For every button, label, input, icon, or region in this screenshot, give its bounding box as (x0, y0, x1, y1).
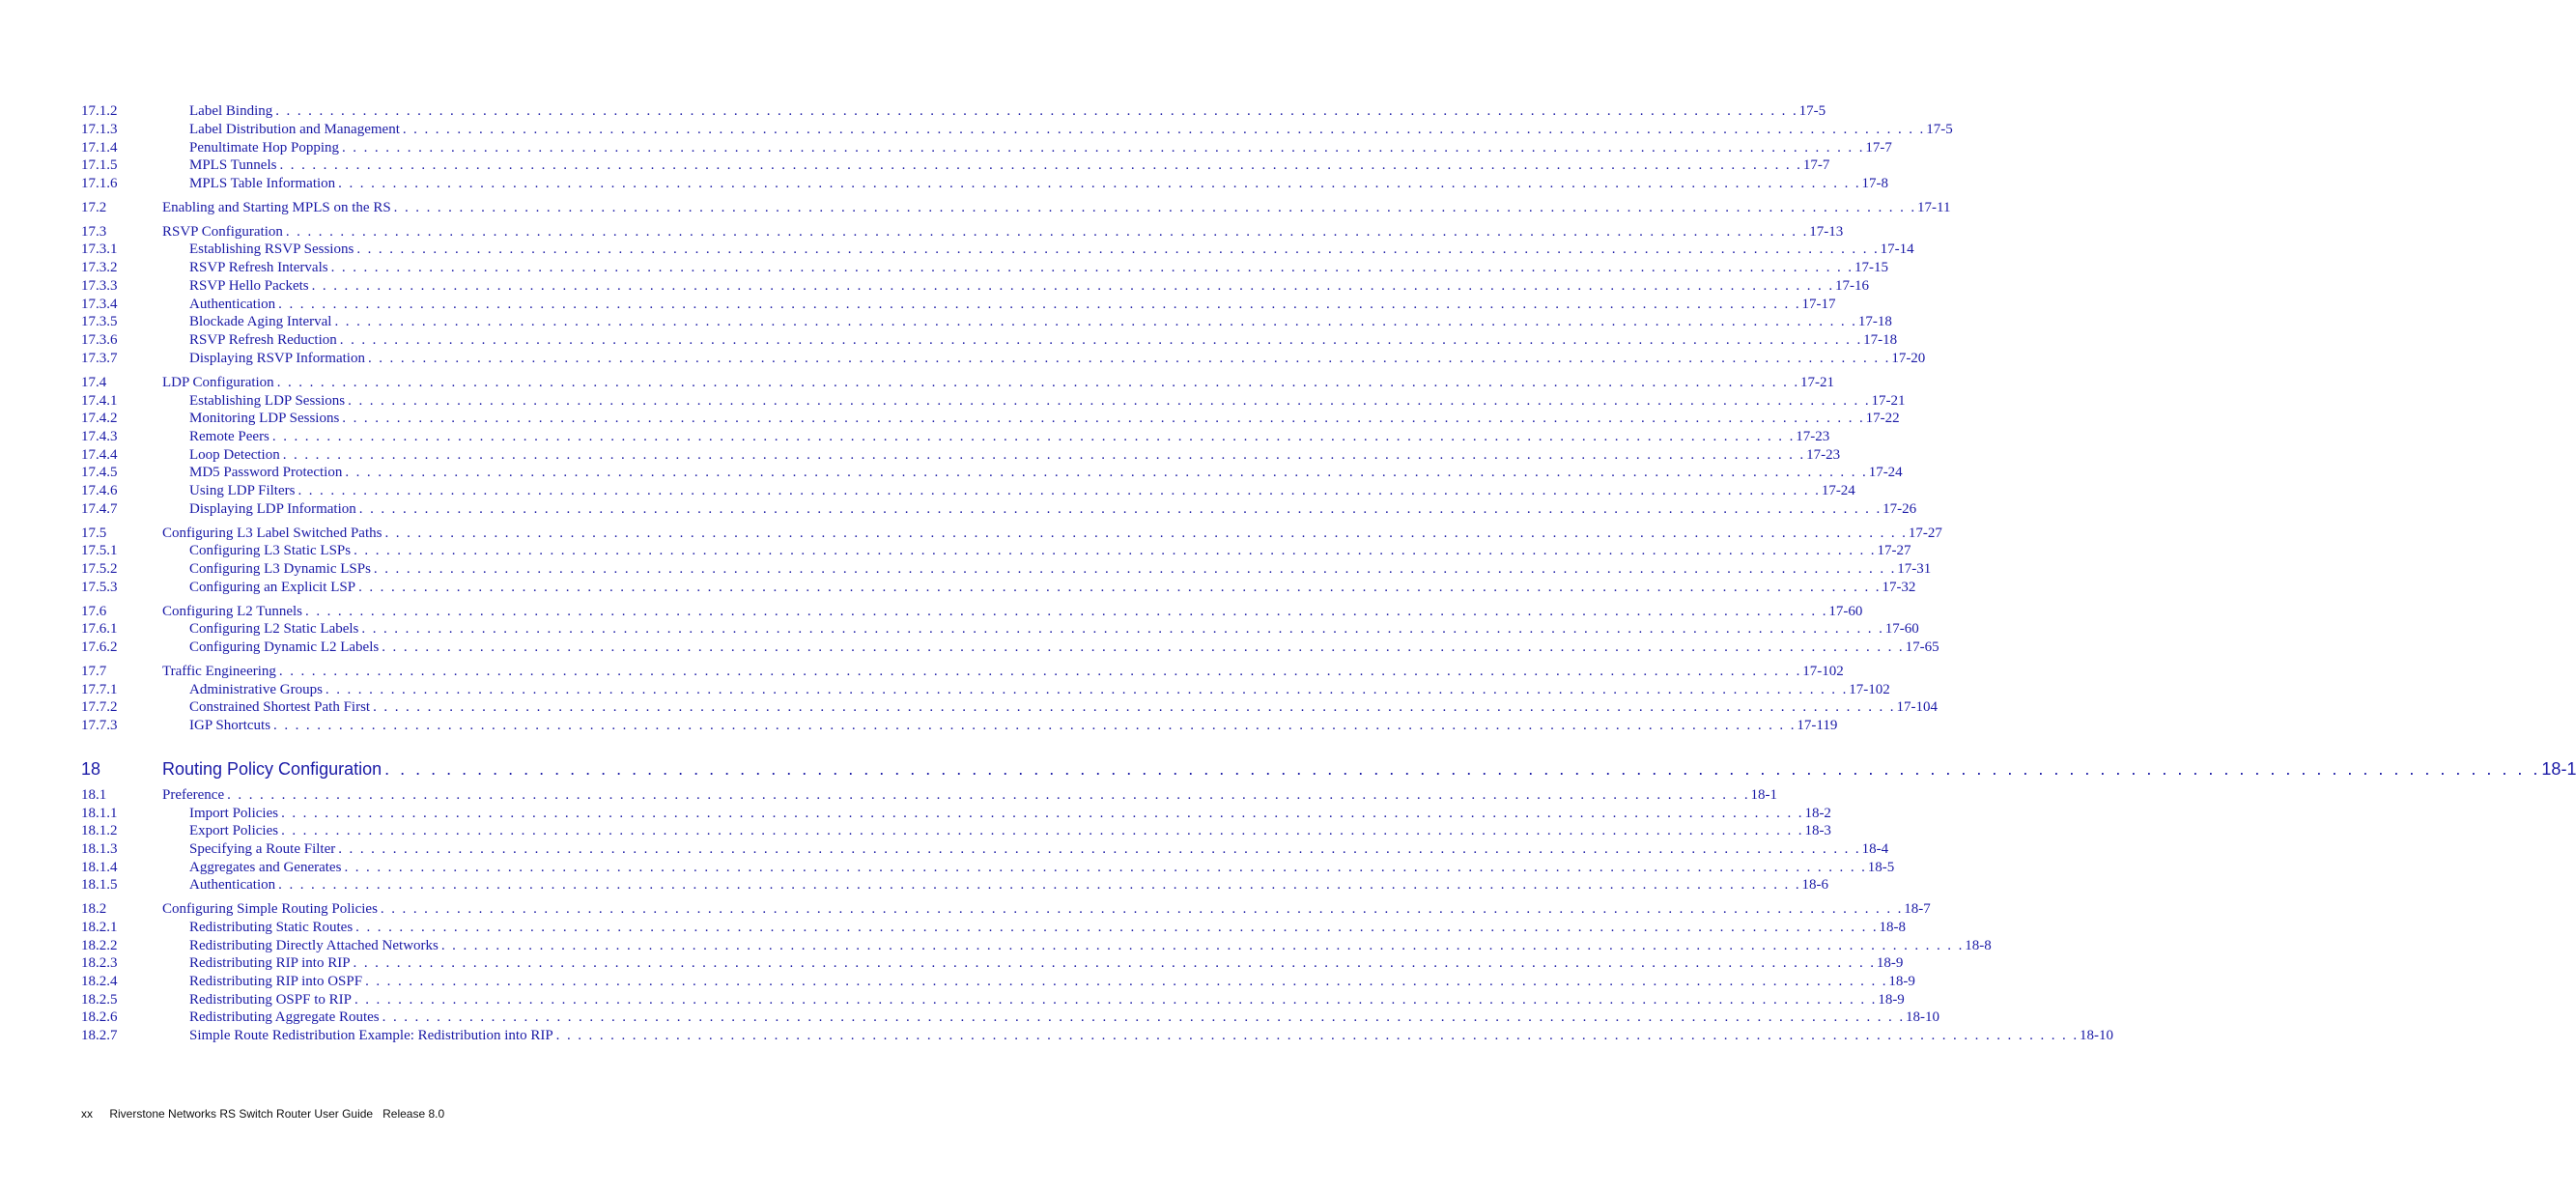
toc-entry-number: 18.2.3 (81, 955, 118, 971)
toc-entry[interactable] (81, 639, 1939, 658)
toc-entry[interactable] (81, 429, 1830, 447)
toc-entry-number: 17.1.4 (81, 140, 118, 156)
toc-entry-page: 17-102 (1849, 682, 1890, 697)
toc-entry[interactable] (81, 841, 1889, 860)
toc-entry-page: 17-104 (1896, 699, 1938, 715)
toc-entry-title: Configuring L2 Static Labels (189, 621, 359, 637)
toc-entry-title: Preference (162, 787, 225, 803)
toc-entry-line[interactable] (189, 351, 1926, 367)
dot-leader: . . . . . . . . . . . . . . . . . . . . . . . . . . . . . . . . . . . . . . . . . . . . . . . . . . . . . . . . . . . . . . . . . . . . . . . . . . . . . . . . . . . . . . . . . . . . . . . . . . . . . . . . . . . . . . . . . . . . . . . . . . . . . . . . . . . . . . . . . . . . (358, 580, 1882, 595)
toc-entry[interactable] (81, 200, 1951, 218)
toc-entry-title: Redistributing OSPF to RIP (189, 992, 352, 1008)
toc-entry-line[interactable] (162, 200, 1951, 216)
toc-entry[interactable] (81, 375, 1835, 393)
toc-entry-title: Penultimate Hop Popping (189, 140, 339, 156)
toc-entry-page: 18-9 (1888, 974, 1915, 989)
toc-entry-page: 17-5 (1926, 122, 1953, 137)
toc-entry-number: 17.3.7 (81, 351, 118, 366)
toc-entry-line[interactable] (189, 241, 1914, 258)
toc-entry[interactable] (81, 787, 1777, 806)
toc-entry-title: RSVP Refresh Intervals (189, 260, 328, 275)
dot-leader: . . . . . . . . . . . . . . . . . . . . . . . . . . . . . . . . . . . . . . . . . . . . . . . . . . . . . . . . . . . . . . . . . . . . . . . . . . . . . . . . . . . . . . . . . . . . . . . . . . . . . . . . . . . . . . . . . . . . . . . . . . . . . . . . . . . . . . . . . . . . (279, 157, 1802, 173)
toc-entry-line[interactable] (162, 375, 1835, 391)
toc-entry-number: 17.4.6 (81, 483, 118, 498)
toc-entry-line[interactable] (189, 157, 1830, 174)
toc-entry-number: 17.4 (81, 375, 107, 390)
toc-entry-number: 18.2.7 (81, 1028, 118, 1043)
toc-entry[interactable] (81, 260, 1888, 278)
toc-entry-title: Establishing RSVP Sessions (189, 241, 354, 257)
toc-entry-number: 17.1.2 (81, 103, 118, 119)
toc-entry-line[interactable] (189, 297, 1836, 313)
toc-entry-page: 18-8 (1965, 938, 1992, 953)
dot-leader: . . . . . . . . . . . . . . . . . . . . . . . . . . . . . . . . . . . . . . . . . . . . . . . . . . . . . . . . . . . . . . . . . . . . . . . . . . . . . . . . . . . . . . . . . . . . . . . . . . . . . . . . . . . . . . . . . . . . . . . . . . . . . . . . . . . . . . . . . . . . (273, 718, 1797, 733)
toc-entry-number: 17.4.4 (81, 447, 118, 463)
toc-entry-page: 17-5 (1798, 103, 1826, 119)
toc-entry-line[interactable] (189, 332, 1898, 349)
toc-entry-title: Configuring L3 Dynamic LSPs (189, 561, 371, 577)
dot-leader: . . . . . . . . . . . . . . . . . . . . . . . . . . . . . . . . . . . . . . . . . . . . . . . . . . . . . . . . . . . . . . . . . . . . . . . . . . . . . . . . . . . . . . . . . . . . . . . . . . . . . . . . . . . . . . . . . . . . . . . . . . . . . . . . . . . . . . . . . . . . (227, 787, 1750, 803)
toc-entry-number: 17.4.1 (81, 393, 118, 409)
toc-entry[interactable] (81, 465, 1903, 483)
toc-entry-line[interactable] (189, 465, 1903, 481)
toc-entry-title: Displaying RSVP Information (189, 351, 365, 366)
toc-entry-number: 17.7.1 (81, 682, 118, 697)
toc-entry-page: 17-23 (1806, 447, 1841, 463)
dot-leader: . . . . . . . . . . . . . . . . . . . . . . . . . . . . . . . . . . . . . . . . . . . . . . . . . . . . . . . . . . . . . . . . . . . . . . . . . . . . . . . . . . . . . . . . . . . . . . . . . . . . . . . . . . . . . . . . . . . . . . . . . . . . . . . . . . . . . . . . . . . . (365, 974, 1888, 989)
toc-entry-line[interactable] (189, 314, 1892, 330)
dot-leader: . . . . . . . . . . . . . . . . . . . . . . . . . . . . . . . . . . . . . . . . . . . . . . . . . . . . . . . . . . . . . . . . . . . . . . . . . . . . . . . . . . . . . . . . . . . . . . . . . . . . . . . . . . . . . . . . . . . . . . . . . . . . . . . . . . . . . . . . . . . . (342, 140, 1865, 156)
dot-leader: . . . . . . . . . . . . . . . . . . . . . . . . . . . . . . . . . . . . . . . . . . . . . . . . . . . . . . . . . . . . . . . . . . . . . . . . . . . . . . . . . . . . . . . . . . . . . . . . . . . . . . . . . . . . . . . . . . . . . . . . . . . . . . . . . . . . . . . . . . . . (348, 393, 1871, 409)
dot-leader: . . . . . . . . . . . . . . . . . . . . . . . . . . . . . . . . . . . . . . . . . . . . . . . . . . . . . . . . . . . . . . . . . . . . . . . . . . . . . . . . . . . . . . . . . . . . . . . . . . . . . . . . . . . . . . . . . . . . . . . . . . . . . . . . . . . . . . . . . . . . (355, 920, 1879, 935)
toc-entry-number: 17.4.5 (81, 465, 118, 480)
toc-entry-page: 17-7 (1802, 157, 1830, 173)
toc-entry-page: 17-17 (1801, 297, 1836, 312)
toc-entry-page: 17-24 (1868, 465, 1903, 480)
toc-entry-number: 17.7 (81, 664, 107, 679)
toc-entry-title: MPLS Tunnels (189, 157, 277, 173)
toc-entry-line[interactable] (189, 1028, 2114, 1044)
dot-leader: . . . . . . . . . . . . . . . . . . . . . . . . . . . . . . . . . . . . . . . . . . . . . . . . . . . . . . . . . . . . . . . . . . . . . . . . . . . . . . . . . . . . . . . . . . . . . . . . . . . . . . . . . . . . . . . . . . . . . . . . . . . . . . . . . . . . . . . . . . . . (356, 241, 1880, 257)
toc-entry-line[interactable] (162, 759, 2576, 780)
dot-leader: . . . . . . . . . . . . . . . . . . . . . . . . . . . . . . . . . . . . . . . . . . . . . . . . . . . . . . . . . . . . . . . . . . . . . . . . . . . . . . . . . . . . . . . . . . . . . . . . . . . . . . . . . . . . . . . . . . . . . . . . . . . . . . . . . . . . . . . . . . . . (275, 103, 1798, 119)
toc-entry[interactable] (81, 103, 1826, 122)
dot-leader: . . . . . . . . . . . . . . . . . . . . . . . . . . . . . . . . . . . . . . . . . . . . . . . . . . . . . . . . . . . . . . . . . . . . . . . . . . . . . . . . . . . . . . . . . . . . . . . . . . . . . . . . . . . . . . . . . . . . . . . . . . . . . . . . . . . . . . . . . . . . (330, 260, 1854, 275)
toc-entry-title: Redistributing Aggregate Routes (189, 1009, 380, 1025)
toc-entry-line[interactable] (162, 787, 1777, 804)
dot-leader: . . . . . . . . . . . . . . . . . . . . . . . . . . . . . . . . . . . . . . . . . . . . . . . . . . . . . . . . . . . . . . . . . . . . . . . . . . . . . . . . . . . . . . . . . . . . . . . . . . . . . . . . . . . . . . . . . . . . . . . . . . . . . . . . . . . . . . . . . . . . (271, 429, 1796, 444)
toc-entry-page: 17-21 (1871, 393, 1906, 409)
toc-entry-page: 17-16 (1834, 278, 1869, 294)
toc-entry[interactable] (81, 411, 1900, 429)
toc-entry[interactable] (81, 1009, 1939, 1028)
toc-entry-title: Export Policies (189, 823, 279, 838)
toc-entry-number: 17.3.6 (81, 332, 118, 348)
toc-entry-page: 18-9 (1876, 955, 1904, 971)
toc-entry-page: 17-15 (1854, 260, 1888, 275)
toc-entry-page: 17-13 (1809, 224, 1844, 240)
toc-entry-line[interactable] (189, 411, 1900, 427)
toc-entry-title: MD5 Password Protection (189, 465, 343, 480)
toc-entry-line[interactable] (189, 1009, 1939, 1026)
dot-leader: . . . . . . . . . . . . . . . . . . . . . . . . . . . . . . . . . . . . . . . . . . . . . . . . . . . . . . . . . . . . . . . . . . . . . . . . . . . . . . . . . . . . . . . . . . . . . . . . . . . . . . . . . . . . . . . . . . . . . . . . . . . . . . . . . . . . . . . . . . . . (338, 841, 1861, 857)
toc-entry-title: Redistributing Static Routes (189, 920, 354, 935)
toc-entry-number: 17.3.3 (81, 278, 118, 294)
toc-entry-title: Monitoring LDP Sessions (189, 411, 340, 426)
toc-entry-number: 17.4.7 (81, 501, 118, 517)
toc-entry-page: 17-8 (1861, 176, 1889, 191)
toc-entry-title: MPLS Table Information (189, 176, 336, 191)
toc-entry-number: 18.2.4 (81, 974, 118, 989)
toc-entry-number: 17.6.2 (81, 639, 118, 655)
toc-entry-title: Redistributing RIP into RIP (189, 955, 351, 971)
dot-leader: . . . . . . . . . . . . . . . . . . . . . . . . . . . . . . . . . . . . . . . . . . . . . . . . . . . . . . . . . . . . . . . . . . . . . . . . . . . . . . . . . . . . . . . . . . . . . . . . . . . . . . . . . . . . . . . . . . . . . . . . . . . . . . . . . . . . . . . . . . . . (334, 314, 1857, 329)
toc-entry-page: 17-60 (1884, 621, 1919, 637)
toc-entry-number: 17.3.1 (81, 241, 118, 257)
toc-entry-page: 17-11 (1917, 200, 1951, 215)
dot-leader: . . . . . . . . . . . . . . . . . . . . . . . . . . . . . . . . . . . . . . . . . . . . . . . . . . . . . . . . . . . . . . . . . . . . . . . . . . . . . . . . . . . . . . . . . . . . . . . . . . . . . . . . . . . . . . . . . . . . . . . . . . . . . . . . . . . . . . . . . . . . (282, 447, 1806, 463)
dot-leader: . . . . . . . . . . . . . . . . . . . . . . . . . . . . . . . . . . . . . . . . . . . . . . . . . . . . . . . . . . . . . . . . . . . . . . . . . . . . . . . . . . . . . . . . . . . . . . . . . . . . . . . . . . . . . . . . . . . . . . . . . . . . . . . . . . . . . . . . . . . . (353, 955, 1876, 971)
toc-entry-page: 17-31 (1897, 561, 1932, 577)
dot-leader: . . . . . . . . . . . . . . . . . . . . . . . . . . . . . . . . . . . . . . . . . . . . . . . . . . . . . . . . . . . . . . . . . . . . . . . . . . . . . . . . . . . . . . . . . . . . . . . . . . . . . . . . . . . . . . . . . . . . . . . . . . . . . . . . . . . . . . . . . . . . (382, 639, 1905, 655)
toc-entry-title: RSVP Hello Packets (189, 278, 309, 294)
toc-entry-line[interactable] (189, 140, 1892, 156)
toc-entry-line[interactable] (189, 974, 1915, 990)
toc-entry-number: 18.1 (81, 787, 107, 803)
toc-entry-number: 18.2.5 (81, 992, 118, 1008)
toc-entry-number: 17.1.5 (81, 157, 118, 173)
toc-entry-number: 17.7.3 (81, 718, 118, 733)
dot-leader: . . . . . . . . . . . . . . . . . . . . . . . . . . . . . . . . . . . . . . . . . . . . . . . . . . . . . . . . . . . . . . . . . . . . . . . . . . . . . . . . . . . . . . . . . . . . . . . . . . . . . . . . . . . . . . . . . . . . . . . . . . . . . . . . . . . . . . . . . . . . (281, 806, 1804, 821)
toc-entry-title: Enabling and Starting MPLS on the RS (162, 200, 391, 215)
toc-entry[interactable] (81, 901, 1931, 920)
toc-entry-line[interactable] (189, 122, 1953, 138)
toc-entry[interactable] (81, 860, 1895, 878)
toc-entry-title: Configuring L3 Static LSPs (189, 543, 352, 558)
toc-entry[interactable] (81, 938, 1992, 956)
dot-leader: . . . . . . . . . . . . . . . . . . . . . . . . . . . . . . . . . . . . . . . . . . . . . . . . . . . . . . . . . . . . . . . . . . . . . . . . . . . . . . . . . . . . . . . . . . . . . . . . . . . . . . . . . . . . . . . . . . . . . . . . . . . . . . . . . . . . . . . . . . . . (285, 224, 1809, 240)
toc-entry-title: Routing Policy Configuration (162, 759, 382, 779)
toc-entry[interactable] (81, 604, 1863, 622)
dot-leader: . . . . . . . . . . . . . . . . . . . . . . . . . . . . . . . . . . . . . . . . . . . . . . . . . . . . . . . . . . . . . . . . . . . . . . . . . . . . . . . . . . . . . . . . . . . . . . . . . . . . . . . . . . . . . . . . . . . . . . . . . . . . . . . . . . . . . . . . . . . . (555, 1028, 2080, 1043)
dot-leader: . . . . . . . . . . . . . . . . . . . . . . . . . . . . . . . . . . . . . . . . . . . . . . . . . . . . . . . . . . . . . . . . . . . . . . . . . . . . . . . . . . . . . . . . . . . . . . . . . . . . . . . . . . . . . . . . . . . . . . . . . . . . . . . . . . . . . . . . . . . . (297, 483, 1821, 498)
toc-entry-line[interactable] (162, 604, 1863, 620)
toc-entry-number: 17.1.6 (81, 176, 118, 191)
toc-entry-line[interactable] (189, 992, 1905, 1008)
toc-entry-number: 17.1.3 (81, 122, 118, 137)
toc-entry-title: Using LDP Filters (189, 483, 296, 498)
toc-entry[interactable] (81, 525, 1942, 544)
toc-entry-title: Aggregates and Generates (189, 860, 342, 875)
toc-entry[interactable] (81, 447, 1841, 466)
toc-entry-number: 17.4.3 (81, 429, 118, 444)
toc-entry[interactable] (81, 176, 1889, 194)
toc-entry-number: 17.5.2 (81, 561, 118, 577)
toc-entry-title: Blockade Aging Interval (189, 314, 332, 329)
toc-entry-page: 17-65 (1905, 639, 1939, 655)
toc-entry-number: 17.5.3 (81, 580, 118, 595)
toc-entry-line[interactable] (189, 823, 1831, 839)
toc-entry-line[interactable] (189, 806, 1831, 822)
toc-entry[interactable] (81, 224, 1844, 242)
toc-entry-title: Import Policies (189, 806, 279, 821)
toc-entry-number: 18 (81, 759, 101, 779)
toc-entry[interactable] (81, 699, 1938, 718)
toc-entry-number: 18.1.1 (81, 806, 118, 821)
toc-entry-title: Configuring L2 Tunnels (162, 604, 303, 619)
toc-entry-line[interactable] (189, 682, 1890, 698)
toc-entry-title: Administrative Groups (189, 682, 323, 697)
footer-text: Riverstone Networks RS Switch Router User Guide Release 8.0 (109, 1107, 445, 1121)
toc-entry-title: Displaying LDP Information (189, 501, 356, 517)
toc-entry-line[interactable] (189, 718, 1838, 734)
toc-entry-number: 17.6 (81, 604, 107, 619)
toc-entry[interactable] (81, 974, 1915, 992)
toc-entry-title: Redistributing Directly Attached Networks (189, 938, 439, 953)
dot-leader: . . . . . . . . . . . . . . . . . . . . . . . . . . . . . . . . . . . . . . . . . . . . . . . . . . . . . . . . . . . . . . . . . . . . . . . . . . . . . . . . . . . . . . . . . . . . . . . . . . . . . . . . . . . . . . . . . . . . . . . . . . . . . . . . . . . . . . . . . . . . (281, 823, 1804, 838)
dot-leader: . . . . . . . . . . . . . . . . . . . . . . . . . . . . . . . . . . . . . . . . . . . . . . . . . . . . . . . . . . . . . . . . . . . . . . . . . . . . . . . . . . . . . . . . . . . . . . . . . . . . . . . . . . . . . . . . . . . . . . . . . . . . . . . . . . . . . . . . . . . . (325, 682, 1849, 697)
toc-entry-page: 17-27 (1877, 543, 1911, 558)
toc-entry-line[interactable] (189, 278, 1869, 295)
toc-entry-number: 18.1.5 (81, 877, 118, 893)
dot-leader: . . . . . . . . . . . . . . . . . . . . . . . . . . . . . . . . . . . . . . . . . . . . . . . . . . . . . . . . . . . . . . . . . . . . . . . . . . . . . . . . . . . . . . . . . . . . . . . . . . . . . . . . . . . . . . . . . . . . . . . . . . . . . . . . . . . . . . . . . . . . (276, 375, 1800, 390)
toc-entry-number: 18.1.4 (81, 860, 118, 875)
toc-entry[interactable] (81, 806, 1831, 824)
toc-entry-title: RSVP Refresh Reduction (189, 332, 337, 348)
dot-leader: . . . . . . . . . . . . . . . . . . . . . . . . . . . . . . . . . . . . . . . . . . . . . . . . . . . . . . . . . . . . . . . . . . . . . . . . . . . . . . . . . . . . . . . . . . . . . . . . . . . . . . . . . . . . . . . . . . . . . . . . . . . . . . . . . . . . . . . . . . . . (338, 176, 1861, 191)
toc-entry-line[interactable] (189, 176, 1889, 192)
toc-entry[interactable] (81, 664, 1844, 682)
toc-entry-page: 18-8 (1879, 920, 1907, 935)
toc-entry-page: 17-32 (1882, 580, 1916, 595)
dot-leader: . . . . . . . . . . . . . . . . . . . . . . . . . . . . . . . . . . . . . . . . . . . . . . . . . . . . . . . . . . . . . . . . . . . . . . . . . . . . . . . . . . . . . . . . . . . . . . . . . . . . . . . . . . . . . . . . . . . . . . . . . . . . . . . . . . . . . . . . . . . . (345, 465, 1868, 480)
toc-entry-line[interactable] (189, 543, 1911, 559)
toc-entry-number: 17.3 (81, 224, 107, 240)
toc-entry-page: 18-10 (1906, 1009, 1939, 1025)
toc-entry-line[interactable] (189, 580, 1916, 596)
toc-entry[interactable] (81, 718, 1838, 736)
toc-entry[interactable] (81, 140, 1892, 158)
toc-entry-number: 18.1.2 (81, 823, 118, 838)
toc-entry-page: 18-5 (1867, 860, 1895, 875)
toc-entry-line[interactable] (189, 103, 1826, 120)
toc-entry-line[interactable] (189, 920, 1907, 936)
dot-leader: . . . . . . . . . . . . . . . . . . . . . . . . . . . . . . . . . . . . . . . . . . . . . . . . . . . . . . . . . . . . . . . . . . . . . . . . . . . . . . . . . . . . . . . . . . . . . . . . . . . . . . . . . . . . . . . . . . . . . . . . . . . . . . . . . . . . . . . . . . . . (305, 604, 1828, 619)
dot-leader: . . . . . . . . . . . . . . . . . . . . . . . . . . . . . . . . . . . . . . . . . . . . . . . . . . . . . . . . . . . . . . . . . . . . . . . . . . . . . . . . . . . . . . . . . . . . . . . . . . . . . . . . . . . . . . . . . . . . . . . . . . . . . . . . . . . . . . . . . . . . (358, 501, 1882, 517)
dot-leader: . . . . . . . . . . . . . . . . . . . . . . . . . . . . . . . . . . . . . . . . . . . . . . . . . . . . . . . . . . . . . . . . . . . . . . . . . . . . . . . . . . . . . . . . . . . . . . . . . . . . . . . . . . . . . . . . . . . . . . . . . . . . . . . . . . . . . . . . . . . . (354, 543, 1877, 558)
toc-entry-page: 18-1 (2541, 759, 2576, 779)
toc-entry-title: Specifying a Route Filter (189, 841, 336, 857)
toc-entry[interactable] (81, 241, 1914, 260)
toc-entry-number: 17.3.4 (81, 297, 118, 312)
toc-entry-page: 18-7 (1904, 901, 1931, 917)
page-footer (81, 1107, 444, 1121)
toc-entry-page: 17-23 (1796, 429, 1830, 444)
page-folio: xx (81, 1107, 93, 1121)
toc-entry-page: 17-18 (1863, 332, 1898, 348)
toc-entry-line[interactable] (189, 841, 1889, 858)
toc-entry-number: 17.4.2 (81, 411, 118, 426)
toc-entry[interactable] (81, 122, 1953, 140)
toc-entry-title: IGP Shortcuts (189, 718, 271, 733)
toc-entry-line[interactable] (162, 901, 1931, 918)
toc-entry[interactable] (81, 759, 2576, 782)
toc-entry-title: Configuring L3 Label Switched Paths (162, 525, 382, 541)
toc-entry-title: Redistributing RIP into OSPF (189, 974, 363, 989)
toc-entry-title: Remote Peers (189, 429, 269, 444)
toc-entry-page: 18-3 (1804, 823, 1831, 838)
toc-entry-page: 18-2 (1804, 806, 1831, 821)
dot-leader: . . . . . . . . . . . . . . . . . . . . . . . . . . . . . . . . . . . . . . . . . . . . . . . . . . . . . . . . . . . . . . . . . . . . . . . . . . . . . . . . . . . . . . . . . . . . . . . . . . . . . . . . . . . . . . . . . . . . . . . . . . . . . . . . . . . . . . . . . . . . (278, 297, 1801, 312)
toc-entry-title: Label Distribution and Management (189, 122, 400, 137)
dot-leader: . . . . . . . . . . . . . . . . . . . . . . . . . . . . . . . . . . . . . . . . . . . . . . . . . . . . . . . . . . . . . . . . . . . . . . . . . . . . . . . . . . . . . . . . . . . . . . . . . . . . . . . . . . . . . . . . . . . . . . . . . . . . . . . . . . . . . . . . . . . . (380, 901, 1904, 917)
toc-entry[interactable] (81, 297, 1836, 315)
dot-leader: . . . . . . . . . . . . . . . . . . . . . . . . . . . . . . . . . . . . . . . . . . . . . . . . . . . . . . . . . . . . . . . . . . . . . . . . . . . . . . . . . . . . . . . . . . . . . . . . . . . . . . . . . . . . . . . . . . . . . . . . . . . . . . . . . . . . . . . . . . . . (344, 860, 1867, 875)
dot-leader: . . . . . . . . . . . . . . . . . . . . . . . . . . . . . . . . . . . . . . . . . . . . . . . . . . . . . . . . . . . . . . . . . . . . . . . . . . . . . . . . . . . . . . . . . . . . . . . . . . . . . . . . . . . . . . . . . . . . . . . . . . . . . . . . . . . . . . . . . . . . (440, 938, 1965, 953)
toc-entry-line[interactable] (189, 501, 1917, 518)
toc-entry-page: 17-21 (1800, 375, 1835, 390)
toc-entry-number: 18.2.1 (81, 920, 118, 935)
toc-entry-line[interactable] (189, 429, 1830, 445)
toc-entry-page: 17-18 (1857, 314, 1892, 329)
toc-entry-line[interactable] (189, 393, 1906, 410)
toc-entry-title: LDP Configuration (162, 375, 274, 390)
dot-leader: . . . . . . . . . . . . . . . . . . . . . . . . . . . . . . . . . . . . . . . . . . . . . . . . . . . . . . . . . . . . . . . . . . . . . . . . . . . . . . . . . . . . . . . . . . . . . . . . . . . . . . . . . . . . . . . . . . . . . . . . . . . . . . . . . . . . . . . . . . . . (402, 122, 1926, 137)
toc-entry-number: 18.1.3 (81, 841, 118, 857)
toc-entry-page: 17-26 (1882, 501, 1917, 517)
toc-entry-title: Constrained Shortest Path First (189, 699, 371, 715)
toc-entry-line[interactable] (189, 938, 1992, 954)
toc-entry-page: 18-9 (1878, 992, 1905, 1008)
toc-entry-line[interactable] (162, 664, 1844, 680)
toc-entry-number: 17.3.5 (81, 314, 118, 329)
toc-entry[interactable] (81, 157, 1830, 176)
toc-entry[interactable] (81, 332, 1898, 351)
toc-entry-title: Loop Detection (189, 447, 280, 463)
dot-leader: . . . . . . . . . . . . . . . . . . . . . . . . . . . . . . . . . . . . . . . . . . . . . . . . . . . . . . . . . . . . . . . . . . . . . . . . . . . . . . . . . . . . . . . . . . . . . . . . . . . . . . . . . . . . . . . . . . . . . . . . . . . . . . . . . . . . . . . . . . . . (367, 351, 1891, 366)
toc-entry-number: 17.7.2 (81, 699, 118, 715)
toc-entry[interactable] (81, 992, 1905, 1010)
toc-entry[interactable] (81, 955, 1904, 974)
toc-entry-page: 17-24 (1821, 483, 1855, 498)
toc-entry-title: Configuring Simple Routing Policies (162, 901, 378, 917)
toc-entry-number: 18.2.6 (81, 1009, 118, 1025)
toc-entry-line[interactable] (189, 699, 1938, 716)
toc-entry-number: 17.3.2 (81, 260, 118, 275)
toc-entry-number: 17.5 (81, 525, 107, 541)
toc-entry-line[interactable] (189, 483, 1855, 499)
toc-entry-line[interactable] (189, 860, 1895, 876)
toc-entry-page: 18-6 (1801, 877, 1829, 893)
toc-entry-title: Authentication (189, 297, 276, 312)
toc-entry-title: Label Binding (189, 103, 273, 119)
toc-entry-page: 17-119 (1797, 718, 1838, 733)
toc-entry-number: 17.2 (81, 200, 107, 215)
dot-leader: . . . . . . . . . . . . . . . . . . . . . . . . . . . . . . . . . . . . . . . . . . . . . . . . . . . . . . . . . . . . . . . . . . . . . . . . . . . . . . . . . . . . . . . . . . . . . . . . . . . . . . . . . . . . . . . . . . . . . . . . . . . . . . . . . . . . . . . . . . . . (278, 877, 1801, 893)
toc-entry[interactable] (81, 920, 1907, 938)
toc-entry-line[interactable] (189, 447, 1841, 464)
toc-entry-title: Establishing LDP Sessions (189, 393, 346, 409)
toc-entry-number: 18.2.2 (81, 938, 118, 953)
toc-entry-line[interactable] (189, 955, 1904, 972)
dot-leader: . . . . . . . . . . . . . . . . . . . . . . . . . . . . . . . . . . . . . . . . . . . . . . . . . . . . . . . . . . . . . . . . . . . . . . . . . . . . . . . . . . . . . . . . . . . . . . . . . . . . . . . . . . . . . . . . . . . . . . . . . . . . . . . . . . . . . . . . . . . . (311, 278, 1834, 294)
toc-entry-page: 17-14 (1880, 241, 1914, 257)
toc-entry-line[interactable] (189, 639, 1939, 656)
toc-entry-number: 17.6.1 (81, 621, 118, 637)
toc-entry[interactable] (81, 543, 1911, 561)
toc-entry-page: 17-20 (1891, 351, 1926, 366)
toc-entry-line[interactable] (162, 525, 1942, 542)
dot-leader: . . . . . . . . . . . . . . . . . . . . . . . . . . . . . . . . . . . . . . . . . . . . . . . . . . . . . . . . . . . . . . . . . . . . . . . . . . . . . . . . . . . . . . . . . . . . . . . . . . . . . . . . . . . . . . . . . . . . . . . . . . . . . . . . . . . . . . . . . . . . (361, 621, 1884, 637)
dot-leader: . . . . . . . . . . . . . . . . . . . . . . . . . . . . . . . . . . . . . . . . . . . . . . . . . . . . . . . . . . . . . . . . . . . . . . . . . . . . . . . . . . . . . . . . . . . . . . . . . . . . . . . . . . . . . . . . . . . . . . . . . . . . . . . . . . . . . . . . . . . . (373, 561, 1897, 577)
toc-entry-page: 18-4 (1861, 841, 1889, 857)
toc-entry[interactable] (81, 1028, 2114, 1046)
toc-entry-page: 17-27 (1908, 525, 1942, 541)
toc-entry-title: Authentication (189, 877, 276, 893)
toc-entry-page: 17-60 (1828, 604, 1863, 619)
toc-entry[interactable] (81, 393, 1906, 412)
toc-entry-title: RSVP Configuration (162, 224, 283, 240)
toc-entry-page: 18-10 (2080, 1028, 2114, 1043)
toc-entry-title: Traffic Engineering (162, 664, 276, 679)
dot-leader: . . . . . . . . . . . . . . . . . . . . . . . . . . . . . . . . . . . . . . . . . . . . . . . . . . . . . . . . . . . . . . . . . . . . . . . . . . . . . . . . . . . . . . . . . . . . . . . . . . . . . . . . . . . . . . . . . . . . . . . . . . . . . . . . . . . . . . . . . . . . (382, 1009, 1905, 1025)
dot-leader: . . . . . . . . . . . . . . . . . . . . . . . . . . . . . . . . . . . . . . . . . . . . . . . . . . . . . . . . . . . . . . . . . . . . . . . . . . . . . . . . . . . . . . . . . . . . . . . . . . . . . . . . . . . . . . . . . . . . . . . . . . . . . . . . . . . . . . . . . . . . (393, 200, 1917, 215)
toc-entry[interactable] (81, 278, 1869, 297)
toc-entry-title: Configuring an Explicit LSP (189, 580, 356, 595)
toc-entry-number: 18.2 (81, 901, 107, 917)
toc-entry[interactable] (81, 877, 1829, 895)
toc-entry-line[interactable] (189, 561, 1932, 578)
dot-leader: . . . . . . . . . . . . . . . . . . . . . . . . . . . . . . . . . . . . . . . . . . . . . . . . . . . . . . . . . . . . . . . . . . . . . . . . . . . . . . . . . . . . . . . . . . . . . . . . . . . . . . . . . . . . . . . . . . . . . . . . . . . . . . . . . . . . . . . . . . . . (354, 992, 1878, 1008)
toc-entry-page: 17-102 (1802, 664, 1844, 679)
toc-entry[interactable] (81, 483, 1855, 501)
toc-entry-title: Simple Route Redistribution Example: Redistribution into RIP (189, 1028, 553, 1043)
toc-entry-line[interactable] (189, 621, 1919, 638)
toc-entry[interactable] (81, 823, 1831, 841)
toc-entry[interactable] (81, 561, 1932, 580)
toc-entry-line[interactable] (162, 224, 1844, 241)
toc-entry[interactable] (81, 621, 1919, 639)
toc-entry[interactable] (81, 501, 1917, 520)
toc-entry-page: 18-1 (1750, 787, 1777, 803)
toc-entry-page: 17-22 (1865, 411, 1900, 426)
dot-leader: . . . . . . . . . . . . . . . . . . . . . . . . . . . . . . . . . . . . . . . . . . . . . . . . . . . . . . . . . . . . . . . . . . . . . . . . . . . . . . . . . . . . . . . . . . . . . . . . . . . . . . . . . . . . . . . . . . . . . . . . . . . . . . . . . . . . . . . . . . . . (278, 664, 1802, 679)
toc-entry[interactable] (81, 580, 1916, 598)
toc-entry-title: Configuring Dynamic L2 Labels (189, 639, 380, 655)
toc-entry[interactable] (81, 314, 1892, 332)
toc-entry-line[interactable] (189, 877, 1829, 894)
dot-leader: . . . . . . . . . . . . . . . . . . . . . . . . . . . . . . . . . . . . . . . . . . . . . . . . . . . . . . . . . . . . . . . . . . . . . . . . . . . . . . . . . . . . . . . . . . . . . . . . . . . . . . . . . . . . . . . . . . . . . . . . . . . . . . . . . . . . . . . . . . . . (339, 332, 1863, 348)
toc-entry-page: 17-7 (1865, 140, 1892, 156)
dot-leader: . . . . . . . . . . . . . . . . . . . . . . . . . . . . . . . . . . . . . . . . . . . . . . . . . . . . . . . . . . . . . . . . . . . . . . . . . . . . . . . . . . . . . . . . . . . . . . . . . . . . . . . . . . . . . . . . . . . . . . . . . . . . . . . . . . . . . . . . . . . . (373, 699, 1896, 715)
dot-leader: . . . . . . . . . . . . . . . . . . . . . . . . . . . . . . . . . . . . . . . . . . . . . . . . . . . . . . . . . . . . . . . . . . . . . . . . . . . . . . . . . . . . . . . . . . . . . . . . . . . . . . . . . . . . . . . . . . . . . . . . . . . . . . . . . . . . . . . . . . . . (384, 759, 2541, 779)
toc-entry[interactable] (81, 682, 1890, 700)
toc-entry[interactable] (81, 351, 1926, 369)
dot-leader: . . . . . . . . . . . . . . . . . . . . . . . . . . . . . . . . . . . . . . . . . . . . . . . . . . . . . . . . . . . . . . . . . . . . . . . . . . . . . . . . . . . . . . . . . . . . . . . . . . . . . . . . . . . . . . . . . . . . . . . . . . . . . . . . . . . . . . . . . . . . (384, 525, 1908, 541)
dot-leader: . . . . . . . . . . . . . . . . . . . . . . . . . . . . . . . . . . . . . . . . . . . . . . . . . . . . . . . . . . . . . . . . . . . . . . . . . . . . . . . . . . . . . . . . . . . . . . . . . . . . . . . . . . . . . . . . . . . . . . . . . . . . . . . . . . . . . . . . . . . . (342, 411, 1865, 426)
toc-entry-line[interactable] (189, 260, 1888, 276)
toc-entry-number: 17.5.1 (81, 543, 118, 558)
